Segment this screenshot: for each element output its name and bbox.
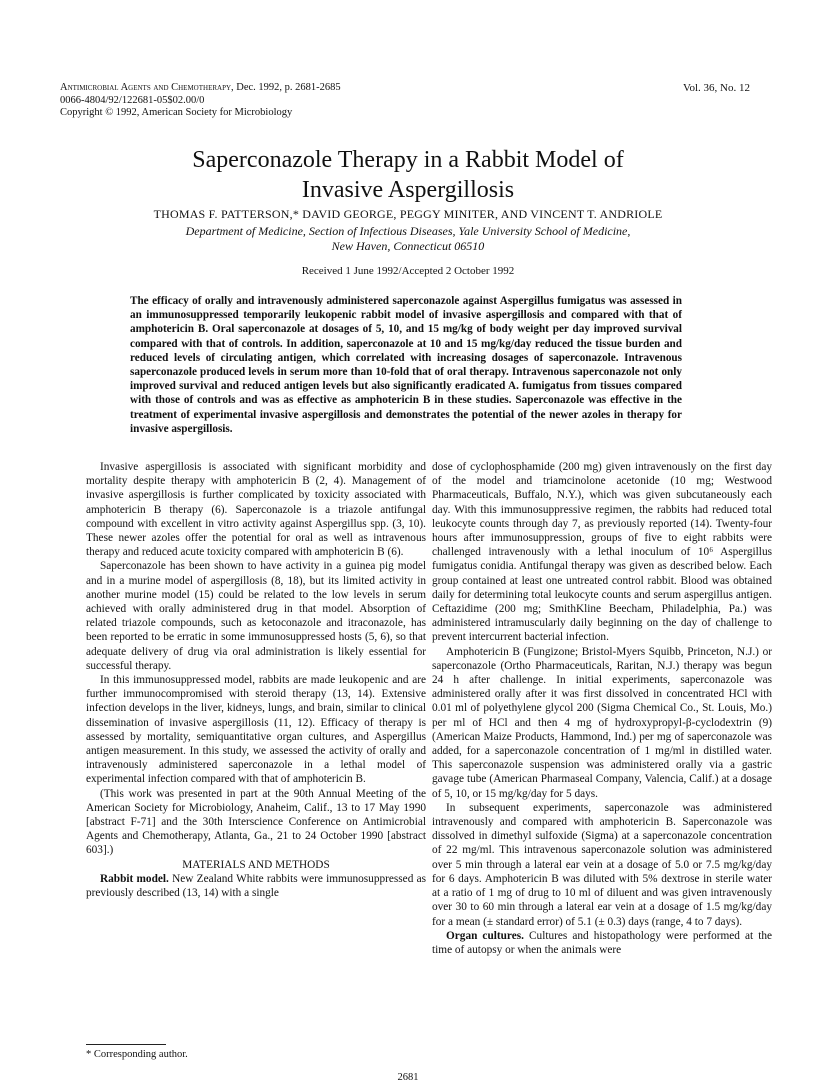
right-column [432, 460, 772, 957]
section-heading: MATERIALS AND METHODS [182, 858, 330, 871]
paragraph [432, 929, 772, 957]
paragraph-text: Cultures and histopathology were performed at the time of autopsy or when the animals were [432, 929, 773, 956]
paragraph [86, 872, 426, 900]
footnote-rule [86, 1044, 166, 1045]
paragraph: Invasive aspergillosis is associated with significant morbidity and mortality despite therapy with amphotericin B (2, 4). Management of invasive aspergillosis is further complicated by toxicity associated with amphotericin B therapy (6). Saperconazole is a triazole antifungal compound with excellent in vitro activity against Aspergillus spp. (3, 10). These newer azoles offer the potential for oral as well as intravenous therapy and reduced acute toxicity compared with amphotericin B (6). [86, 461, 426, 559]
title-line-2: Invasive Aspergillosis [301, 177, 515, 203]
paragraph: In subsequent experiments, saperconazole was administered intravenously and compared with amphotericin B. Saperconazole was dissolved in dimethyl sulfoxide (Sigma) at a saperconazole concentration of 22 mg/ml. This intravenous saperconazole solution was administered over 5 min through a lateral ear vein at a dosage of 5.0 or 7.5 mg/kg/day for 6 days. Amphotericin B was diluted with 5% dextrose in sterile water at a ratio of 1 mg of drug to 10 ml of diluent and was given intravenously over 30 to 60 min through a lateral ear vein at a dosage of 1.5 mg/kg/day for a mean (± standard error) of 5.1 (± 0.3) days (range, 4 to 7 days). [432, 801, 772, 928]
paragraph: (This work was presented in part at the 90th Annual Meeting of the American Society for Microbiology, Anaheim, Calif., 13 to 17 May 1990 [abstract F-71] and the 30th Interscience Conference on Antimicrobial Agents and Chemotherapy, Atlanta, Ga., 21 to 24 October 1990 [abstract 603].) [86, 787, 426, 857]
article-title [0, 145, 816, 205]
issn: 0066-4804/92/122681-05$02.00/0 [60, 94, 205, 106]
volume-number: Vol. 36, No. 12 [682, 82, 750, 94]
copyright: Copyright © 1992, American Society for Microbiology [60, 107, 293, 118]
paragraph: Saperconazole has been shown to have activity in a guinea pig model and in a murine model of aspergillosis (8, 18), but its limited activity in another murine model (15) could be related to the low levels in serum achieved with orally administered drug in that model. Absorption of related triazole compounds, such as ketoconazole and itraconazole, has been reported to be erratic in some immunosuppressed hosts (5, 6), so that adequate delivery of drug via oral administration is likely essential for successful therapy. [86, 560, 426, 672]
paragraph: In this immunosuppressed model, rabbits are made leukopenic and are further immunocompromised with steroid therapy (13, 14). Extensive infection develops in the liver, kidneys, lungs, and brain, similar to clinical dissemination of invasive aspergillosis (11, 12). Efficacy of therapy is assessed by mortality, semiquantitative organ cultures, and Aspergillus antigen measurement. In this study, we assessed the activity of orally and intravenously administered saperconazole in a lethal model of experimental infection compared with that of amphotericin B. [86, 674, 426, 786]
received-dates: Received 1 June 1992/Accepted 2 October 1992 [301, 265, 515, 277]
affiliation [0, 224, 816, 254]
page-number: 2681 [397, 1072, 419, 1083]
journal-name: Antimicrobial Agents and Chemotherapy [60, 82, 232, 93]
abstract: The efficacy of orally and intravenously administered saperconazole against Aspergillus fumigatus was assessed in an immunosuppressed temporarily leukopenic rabbit model of invasive aspergillosis and compared with that of amphotericin B. Oral saperconazole at dosages of 5, 10, and 15 mg/kg of body weight per day improved survival compared with that of controls. In addition, saperconazole at 10 and 15 mg/kg/day reduced the tissue burden and reduced levels of circulating antigen, which correlated with increasing dosages of saperconazole. Intravenous saperconazole produced levels in serum more than 10-fold that of oral therapy. Intravenous saperconazole not only improved survival and reduced antigen levels but also significantly eradicated A. fumigatus from tissues compared with those of controls and was as effective as amphotericin B in these studies. Saperconazole was effective in the treatment of experimental invasive aspergillosis and demonstrates the potential of the newer azoles in therapy for invasive aspergillosis. [130, 295, 682, 435]
title-line-1: Saperconazole Therapy in a Rabbit Model of [192, 147, 624, 173]
affiliation-line-1: Department of Medicine, Section of Infectious Diseases, Yale University School of Medicine, [185, 224, 631, 238]
paragraph: Amphotericin B (Fungizone; Bristol-Myers Squibb, Princeton, N.J.) or saperconazole (Ortho Pharmaceuticals, Raritan, N.J.) therapy was begun 24 h after challenge. In initial experiments, saperconazole was administered orally after it was first dissolved in concentrated HCl with 0.01 ml of polyethylene glycol 200 (Sigma Chemical Co., St. Louis, Mo.) per ml of HCl and then 4 mg of hydroxypropyl-β-cyclodextrin (9) (American Maize Products, Hammond, Ind.) per mg of saperconazole was added, for a saperconazole concentration of 1 mg/ml in distilled water. This saperconazole suspension was administered orally via a gastric gavage tube (American Pharmaseal Company, Valencia, Calif.) at a dosage of 5, 10, or 15 mg/kg/day for 5 days. [432, 645, 772, 800]
footnote: * Corresponding author. [86, 1049, 188, 1060]
journal-header [60, 82, 341, 120]
run-in-heading: Rabbit model. [100, 872, 169, 885]
journal-issue: , Dec. 1992, p. 2681-2685 [231, 82, 341, 93]
paragraph-text: New Zealand White rabbits were immunosuppressed as previously described (13, 14) with a single [86, 872, 426, 900]
affiliation-line-2: New Haven, Connecticut 06510 [331, 239, 485, 253]
run-in-heading: Organ cultures. [446, 929, 524, 942]
left-column [86, 460, 426, 900]
paragraph: dose of cyclophosphamide (200 mg) given intravenously on the first day of the model and triamcinolone acetonide (10 mg; Westwood Pharmaceuticals, Buffalo, N.Y.), which was given subcutaneously each day. With this immunosuppressive regimen, the rabbits had reduced total leukocyte counts through day 7, as previously reported (14). Twenty-four hours after immunosuppression, groups of five to eight rabbits were challenged intravenously with a lethal inoculum of 10⁶ Aspergillus fumigatus conidia. Antifungal therapy was given as described below. Each group contained at least one untreated control rabbit. Blood was obtained daily for determining total leukocyte counts and serum aspergillus antigen. Ceftazidime (200 mg; SmithKline Beecham, Philadelphia, Pa.) was administered intramuscularly daily beginning on the day of challenge to prevent intercurrent bacterial infection. [432, 461, 772, 644]
authors: THOMAS F. PATTERSON,* DAVID GEORGE, PEGGY MINITER, AND VINCENT T. ANDRIOLE [153, 207, 663, 221]
